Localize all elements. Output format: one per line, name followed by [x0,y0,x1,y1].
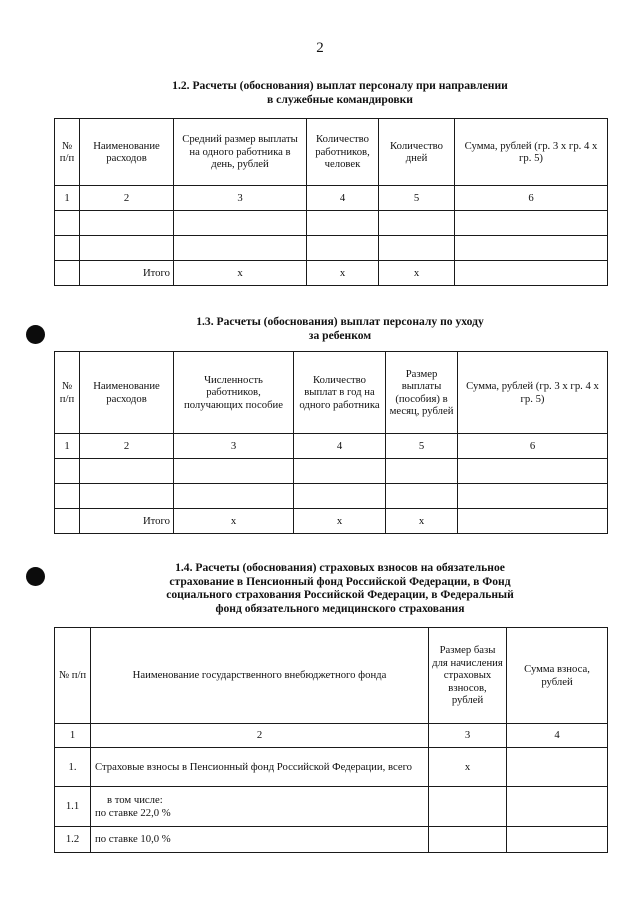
row-base [429,787,507,827]
table-row [55,787,608,827]
total-label: Итого [80,261,174,286]
section-1-4-title-line3: социального страхования Российской Федерации, в Федеральный [166,588,514,601]
row-number: 1.2 [55,827,91,853]
col-number: 4 [507,724,608,748]
table-row-empty [55,484,608,509]
empty-cell [379,211,455,236]
col-header-sum: Сумма, рублей (гр. 3 x гр. 4 x гр. 5) [455,119,608,186]
total-row [55,509,608,534]
empty-cell [174,459,294,484]
empty-cell [458,484,608,509]
col-number: 5 [379,186,455,211]
col-header-avg-payment: Средний размер выплаты на одного работника в день, рублей [174,119,307,186]
total-row [55,261,608,286]
col-number: 3 [174,434,294,459]
section-1-3-title-line1: 1.3. Расчеты (обоснования) выплат персоналу по уходу [196,315,484,328]
col-number: 2 [80,434,174,459]
header-row [55,352,608,434]
col-header-recipients: Численность работников, получающих пособие [174,352,294,434]
empty-cell [55,509,80,534]
col-number: 2 [91,724,429,748]
empty-cell [386,484,458,509]
total-mark: x [386,509,458,534]
row-rate: по ставке 22,0 % [95,806,171,819]
section-1-2-title-line2: в служебные командировки [267,92,413,106]
empty-cell [386,459,458,484]
col-header-sum: Сумма, рублей (гр. 3 x гр. 4 x гр. 5) [458,352,608,434]
col-header-num: № п/п [55,628,91,724]
row-base: x [429,748,507,787]
empty-cell [80,211,174,236]
col-number: 3 [174,186,307,211]
row-rate: по ставке 10,0 % [91,827,429,853]
empty-cell [307,211,379,236]
header-row [55,119,608,186]
empty-cell [455,261,608,286]
row-fund-name: Страховые взносы в Пенсионный фонд Российской Федерации, всего [91,748,429,787]
row-sum [507,787,608,827]
col-number: 2 [80,186,174,211]
empty-cell [307,236,379,261]
section-1-4-title [0,561,640,615]
row-number: 1. [55,748,91,787]
table-business-trips [54,118,608,286]
row-sum [507,748,608,787]
total-mark: x [294,509,386,534]
section-1-2-title [0,79,640,106]
col-number: 1 [55,186,80,211]
total-label: Итого [80,509,174,534]
col-number: 6 [455,186,608,211]
empty-cell [55,484,80,509]
total-mark: x [174,261,307,286]
row-sum [507,827,608,853]
col-header-payments-per-year: Количество выплат в год на одного работника [294,352,386,434]
column-number-row [55,724,608,748]
total-mark: x [174,509,294,534]
table-row [55,827,608,853]
section-1-4-title-line1: 1.4. Расчеты (обоснования) страховых взносов на обязательное [175,561,505,574]
row-subheading: в том числе: [107,794,163,806]
section-1-3-title [0,315,640,342]
row-number: 1.1 [55,787,91,827]
empty-cell [455,211,608,236]
empty-cell [55,211,80,236]
col-number: 4 [307,186,379,211]
section-1-3-title-line2: за ребенком [308,328,372,342]
empty-cell [458,459,608,484]
empty-cell [55,236,80,261]
empty-cell [55,459,80,484]
col-number: 5 [386,434,458,459]
section-1-2-title-line1: 1.2. Расчеты (обоснования) выплат персоналу при направлении [172,79,508,92]
empty-cell [174,484,294,509]
column-number-row [55,186,608,211]
column-number-row [55,434,608,459]
col-number: 1 [55,724,91,748]
empty-cell [379,236,455,261]
empty-cell [294,459,386,484]
empty-cell [458,509,608,534]
section-1-4-title-line2: страхование в Пенсионный фонд Российской Федерации, в Фонд [169,574,511,588]
row-fund-name [91,787,429,827]
header-row [55,628,608,724]
empty-cell [80,236,174,261]
empty-cell [294,484,386,509]
col-header-num: № п/п [55,119,80,186]
col-header-days: Количество дней [379,119,455,186]
table-childcare [54,351,608,534]
page-number: 2 [316,40,324,56]
table-row-empty [55,459,608,484]
col-header-num: № п/п [55,352,80,434]
total-mark: x [379,261,455,286]
col-number: 1 [55,434,80,459]
table-row [55,748,608,787]
table-row-empty [55,211,608,236]
col-header-contribution: Сумма взноса, рублей [507,628,608,724]
total-mark: x [307,261,379,286]
empty-cell [174,236,307,261]
empty-cell [455,236,608,261]
empty-cell [80,484,174,509]
col-number: 3 [429,724,507,748]
col-number: 4 [294,434,386,459]
col-number: 6 [458,434,608,459]
col-header-base: Размер базы для начисления страховых взносов, рублей [429,628,507,724]
empty-cell [55,261,80,286]
section-1-4-title-line4: фонд обязательного медицинского страхования [215,601,465,615]
table-insurance-contributions [54,627,608,853]
col-header-monthly-amount: Размер выплаты (пособия) в месяц, рублей [386,352,458,434]
empty-cell [174,211,307,236]
empty-cell [80,459,174,484]
row-base [429,827,507,853]
col-header-workers: Количество работников, человек [307,119,379,186]
col-header-name: Наименование расходов [80,119,174,186]
col-header-fund-name: Наименование государственного внебюджетного фонда [91,628,429,724]
table-row-empty [55,236,608,261]
col-header-name: Наименование расходов [80,352,174,434]
